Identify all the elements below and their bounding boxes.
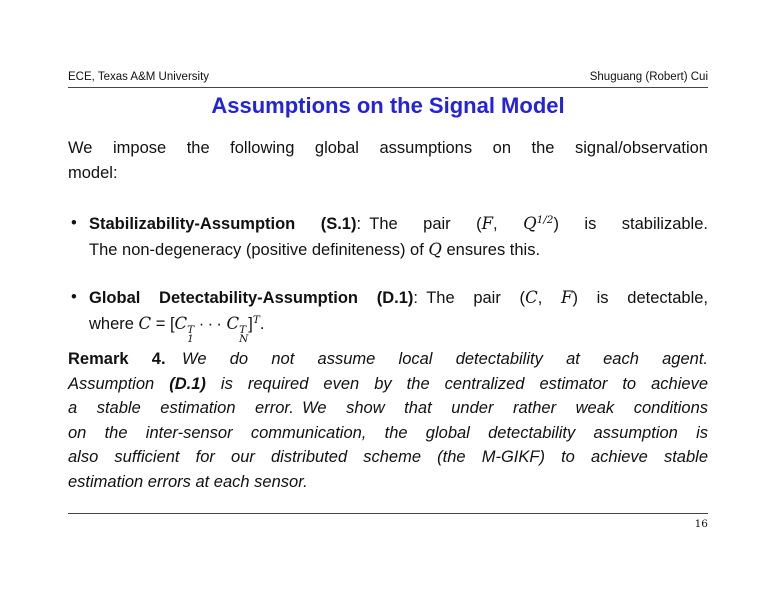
text-run: C bbox=[138, 314, 152, 333]
text-line bbox=[68, 421, 708, 446]
text-run: ) is stabilizable. bbox=[553, 215, 708, 233]
slide-title: Assumptions on the Signal Model bbox=[211, 93, 565, 118]
text-run: ) is detectable, bbox=[572, 289, 708, 307]
text-run: (D.1) bbox=[169, 374, 206, 393]
text-run: model: bbox=[68, 164, 118, 182]
text-run: estimation errors at each sensor. bbox=[68, 472, 308, 491]
text-line bbox=[89, 211, 708, 237]
text-line bbox=[68, 161, 708, 186]
text-run: a stable estimation error. We show that under rather weak conditions bbox=[68, 399, 708, 417]
text-run: · · · bbox=[194, 315, 227, 333]
text-run: . bbox=[259, 315, 265, 333]
text-line bbox=[89, 237, 708, 263]
text-run: We impose the following global assumptions on the signal/observation bbox=[68, 139, 708, 157]
text-run: on the inter-sensor communication, the global detectability assumption is bbox=[68, 423, 708, 442]
bullet-item-detectability bbox=[68, 285, 708, 344]
intro-paragraph bbox=[68, 136, 708, 186]
text-line bbox=[68, 470, 708, 495]
text-run: Global Detectability-Assumption (D.1) bbox=[89, 289, 414, 307]
header-right-author: Shuguang (Robert) Cui bbox=[589, 71, 708, 83]
text-run: is required even by the centralized estimator to achieve bbox=[205, 374, 708, 393]
text-run: , bbox=[493, 215, 524, 233]
bullet-text-stabilizability bbox=[89, 211, 708, 263]
text-line bbox=[68, 445, 708, 470]
text-run: : The pair ( bbox=[413, 289, 526, 307]
text-run: F bbox=[560, 288, 573, 307]
text-run: Stabilizability-Assumption (S.1) bbox=[89, 215, 357, 233]
bullet-text-detectability bbox=[89, 285, 708, 344]
text-run bbox=[166, 350, 183, 368]
text-line bbox=[89, 285, 708, 311]
text-run: also sufficient for our distributed scheme (the M-GIKF) to achieve stable bbox=[68, 448, 708, 466]
text-run: C bbox=[226, 314, 240, 333]
slide-header bbox=[68, 70, 708, 88]
text-run: where bbox=[89, 315, 139, 333]
bullet-item-stabilizability bbox=[68, 211, 708, 263]
text-run: Q bbox=[523, 214, 537, 233]
text-run: C bbox=[174, 314, 188, 333]
text-run: C bbox=[525, 288, 538, 307]
text-line bbox=[68, 347, 708, 372]
page-number: 16 bbox=[694, 518, 708, 530]
text-run: = [ bbox=[151, 315, 175, 333]
text-line bbox=[68, 396, 708, 421]
text-line bbox=[89, 311, 708, 344]
text-run: ] bbox=[248, 315, 253, 333]
header-left-affiliation: ECE, Texas A&M University bbox=[68, 71, 210, 83]
text-run: : The pair ( bbox=[356, 215, 482, 233]
text-run: Q bbox=[428, 240, 442, 259]
math-supsub: T 1 bbox=[187, 324, 195, 345]
text-line bbox=[68, 136, 708, 161]
text-run: F bbox=[481, 214, 494, 233]
bullet-icon: • bbox=[71, 288, 77, 306]
text-run: Remark 4. bbox=[68, 350, 166, 368]
text-run: 1/2 bbox=[536, 214, 554, 226]
bullet-icon: • bbox=[71, 214, 77, 232]
text-line bbox=[68, 372, 708, 397]
text-run: The non-degeneracy (positive definiteness) of bbox=[89, 241, 429, 259]
footer-divider bbox=[68, 513, 708, 514]
remark-paragraph bbox=[68, 347, 708, 494]
text-run: We do not assume local detectability at each agent. bbox=[182, 350, 708, 368]
text-run: ensures this. bbox=[441, 241, 541, 259]
text-run: , bbox=[537, 289, 561, 307]
text-run: T bbox=[252, 314, 260, 326]
math-supsub: T N bbox=[239, 324, 249, 345]
text-run: Assumption bbox=[68, 374, 170, 393]
